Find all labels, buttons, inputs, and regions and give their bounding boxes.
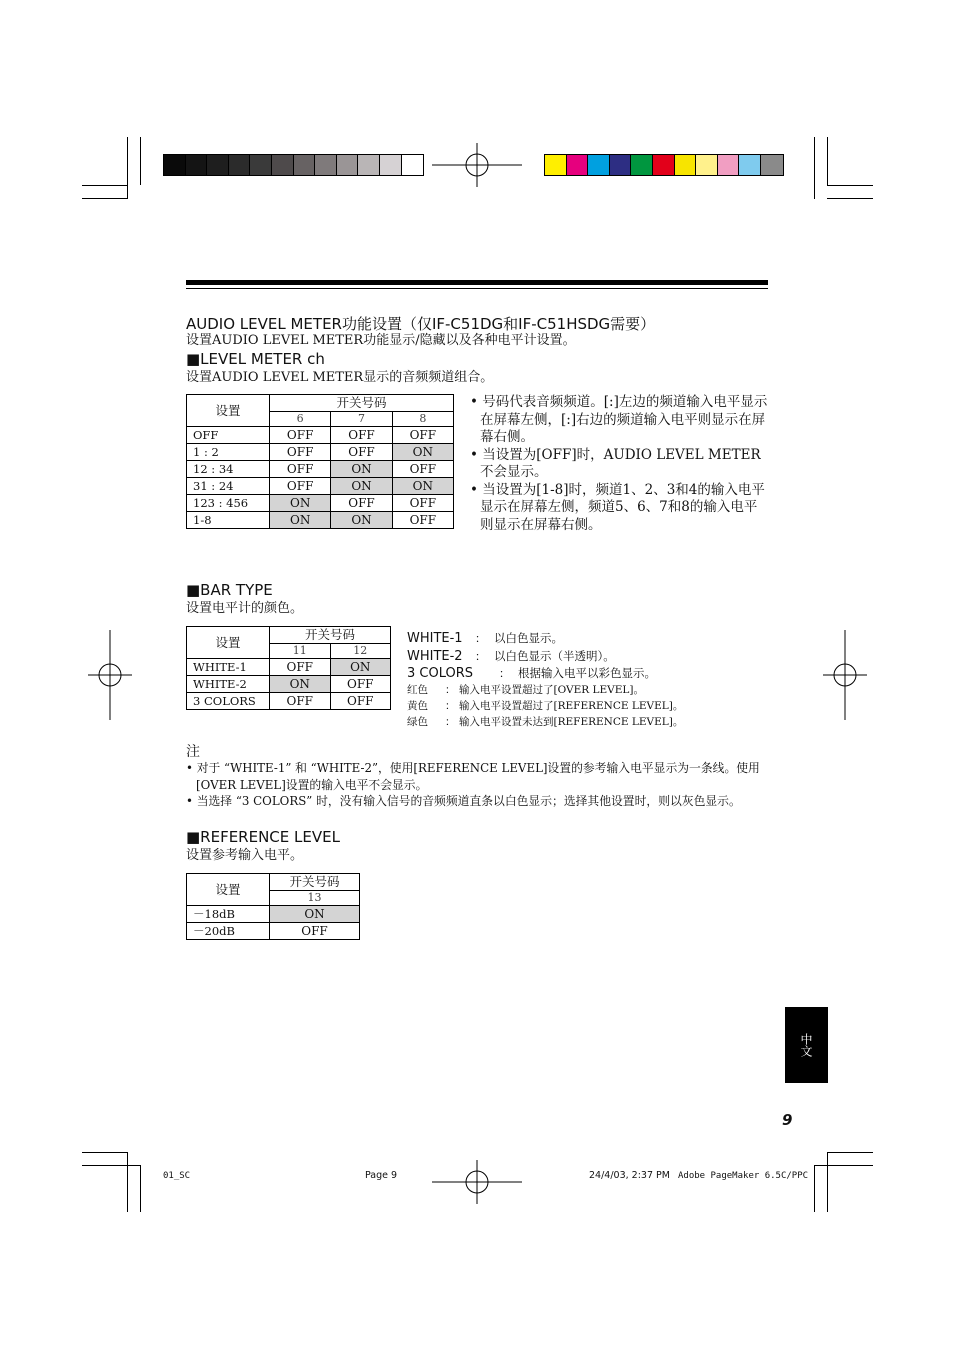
gray-swatch (380, 155, 402, 175)
row-label: OFF (187, 427, 270, 444)
footer-datetime: 24/4/03, 2:37 PM (589, 1170, 670, 1181)
gray-swatch (402, 155, 424, 175)
switch-value: OFF (270, 923, 360, 940)
color-swatch (610, 155, 632, 175)
section-desc-audio: 设置AUDIO LEVEL METER功能显示/隐藏以及各种电平计设置。 (186, 333, 576, 348)
option-desc: 根据输入电平以彩色显示。 (518, 666, 656, 680)
notes-title: 注 (186, 744, 200, 760)
row-label: 12 : 34 (187, 461, 270, 478)
option-sep: ： (475, 649, 486, 663)
switch-value: OFF (270, 461, 331, 478)
row-label: WHITE-2 (187, 676, 270, 693)
option-desc: 以白色显示。 (494, 631, 563, 645)
color-swatch (718, 155, 740, 175)
gray-swatch (358, 155, 380, 175)
option-sep: ： (499, 667, 510, 680)
gray-swatch (164, 155, 186, 175)
row-label: －18dB (187, 906, 270, 923)
color-desc: 输入电平设置未达到[REFERENCE LEVEL]。 (459, 715, 684, 728)
table-row (187, 693, 391, 710)
header-setting: 设置 (187, 627, 270, 659)
switch-value: ON (331, 478, 392, 495)
color-line (407, 714, 767, 730)
color-swatch (545, 155, 567, 175)
gray-swatch (229, 155, 251, 175)
section-title-reference: ■REFERENCE LEVEL (186, 828, 340, 846)
registration-mark-icon (88, 630, 132, 720)
color-sep: ： (445, 699, 456, 712)
option-line (407, 645, 767, 663)
option-name: WHITE-2 (407, 648, 463, 664)
table-row (187, 444, 454, 461)
footer-file: 01_SC (163, 1171, 191, 1181)
switch-value: ON (331, 512, 392, 529)
note-item: • 对于 “WHITE-1” 和 “WHITE-2”，使用[REFERENCE LEVEL]设置的参考输入电平显示为一条线。使用[OVER LEVEL]设置的输入电平不会显示。 (186, 761, 760, 792)
color-swatch (675, 155, 697, 175)
section-title-level-meter: ■LEVEL METER ch (186, 350, 325, 368)
table-row (187, 478, 454, 495)
switch-value: OFF (392, 495, 453, 512)
option-desc: 以白色显示（半透明）。 (494, 648, 615, 663)
note-item: • 当选择 “3 COLORS” 时，没有输入信号的音频频道直条以白色显示；选择其他设置时，则以灰色显示。 (186, 794, 741, 808)
switch-value: OFF (270, 427, 331, 444)
registration-mark-icon (432, 1160, 522, 1204)
color-swatch (567, 155, 589, 175)
page-number: 9 (782, 1111, 793, 1129)
gray-swatch (315, 155, 337, 175)
gray-swatch (207, 155, 229, 175)
switch-num: 13 (270, 891, 360, 906)
list-item: • 号码代表音频频道。[:]左边的频道输入电平显示在屏幕左侧，[:]右边的频道输入电平则显示在屏幕右侧。 (470, 394, 768, 445)
row-label: －20dB (187, 923, 270, 940)
table-row (187, 461, 454, 478)
switch-value: OFF (270, 444, 331, 461)
color-name: 绿色 (407, 715, 428, 728)
color-swatch (653, 155, 675, 175)
row-label: 3 COLORS (187, 693, 270, 710)
header-switch: 开关号码 (270, 627, 391, 644)
table-row (187, 676, 391, 693)
table-row (187, 512, 454, 529)
section-desc-bar-type: 设置电平计的颜色。 (186, 601, 304, 616)
row-label: 1 : 2 (187, 444, 270, 461)
color-swatch (696, 155, 718, 175)
gray-swatch (272, 155, 294, 175)
list-item: • 当设置为[1-8]时，频道1、2、3和4的输入电平显示在屏幕左侧，频道5、6、7和8的输入电平则显示在屏幕右侧。 (470, 481, 765, 533)
table-row (187, 906, 360, 923)
switch-value: ON (270, 495, 331, 512)
grayscale-bar (163, 154, 424, 176)
option-name: WHITE-1 (407, 631, 463, 646)
table-row (187, 495, 454, 512)
switch-value: ON (270, 512, 331, 529)
switch-value: OFF (330, 676, 391, 693)
color-bar (544, 154, 784, 176)
footer-app: Adobe PageMaker 6.5C/PPC (678, 1171, 809, 1181)
color-swatch (588, 155, 610, 175)
section-desc-level-meter: 设置AUDIO LEVEL METER显示的音频频道组合。 (186, 370, 494, 385)
color-swatch (739, 155, 761, 175)
switch-num: 7 (331, 412, 392, 427)
switch-value: ON (270, 676, 331, 693)
row-label: 31 : 24 (187, 478, 270, 495)
switch-value: OFF (331, 427, 392, 444)
row-label: 123 : 456 (187, 495, 270, 512)
color-desc: 输入电平设置超过了[OVER LEVEL]。 (459, 683, 644, 696)
table-row (187, 659, 391, 676)
table-row (187, 923, 360, 940)
row-label: WHITE-1 (187, 659, 270, 676)
switch-num: 12 (330, 644, 391, 659)
switch-value: ON (392, 478, 453, 495)
switch-value: OFF (331, 495, 392, 512)
switch-value: OFF (331, 444, 392, 461)
color-sep: ： (445, 715, 456, 728)
color-line (407, 698, 767, 714)
bar-type-options (407, 627, 767, 730)
switch-value: ON (330, 659, 391, 676)
level-meter-notes (470, 394, 768, 534)
section-title-audio: AUDIO LEVEL METER功能设置（仅IF-C51DG和IF-C51HSDG需要） (186, 315, 656, 333)
option-sep: ： (475, 632, 486, 645)
color-line (407, 682, 767, 698)
reference-table (186, 873, 360, 940)
option-line (407, 662, 767, 680)
color-swatch (631, 155, 653, 175)
section-desc-reference: 设置参考输入电平。 (186, 848, 304, 863)
side-tab-label: 中文 (799, 1033, 813, 1057)
notes-list (186, 760, 761, 810)
top-rule-thin (186, 288, 768, 289)
switch-value: OFF (270, 693, 331, 710)
switch-num: 11 (270, 644, 331, 659)
switch-value: OFF (392, 427, 453, 444)
header-setting: 设置 (187, 874, 270, 906)
registration-mark-icon (432, 143, 522, 187)
gray-swatch (294, 155, 316, 175)
switch-value: ON (270, 906, 360, 923)
row-label: 1-8 (187, 512, 270, 529)
color-sep: ： (445, 683, 456, 696)
header-setting: 设置 (187, 395, 270, 427)
list-item: • 当设置为[OFF]时，AUDIO LEVEL METER不会显示。 (470, 446, 761, 480)
gray-swatch (250, 155, 272, 175)
switch-value: OFF (270, 659, 331, 676)
switch-value: OFF (330, 693, 391, 710)
registration-mark-icon (823, 630, 867, 720)
color-name: 红色 (407, 683, 428, 696)
switch-value: ON (331, 461, 392, 478)
color-desc: 输入电平设置超过了[REFERENCE LEVEL]。 (459, 699, 684, 712)
bar-type-table (186, 626, 391, 710)
switch-value: OFF (392, 461, 453, 478)
switch-value: OFF (392, 512, 453, 529)
gray-swatch (186, 155, 208, 175)
table-row (187, 427, 454, 444)
side-tab (785, 1007, 828, 1083)
header-switch: 开关号码 (270, 395, 454, 412)
switch-num: 6 (270, 412, 331, 427)
top-rule (186, 280, 768, 285)
level-meter-table (186, 394, 454, 529)
option-line (407, 627, 767, 645)
section-title-bar-type: ■BAR TYPE (186, 581, 273, 599)
switch-value: OFF (270, 478, 331, 495)
gray-swatch (337, 155, 359, 175)
switch-num: 8 (392, 412, 453, 427)
header-switch: 开关号码 (270, 874, 360, 891)
color-swatch (761, 155, 783, 175)
footer-page: Page 9 (365, 1170, 398, 1181)
color-name: 黄色 (407, 699, 428, 712)
option-name: 3 COLORS (407, 666, 474, 681)
switch-value: ON (392, 444, 453, 461)
